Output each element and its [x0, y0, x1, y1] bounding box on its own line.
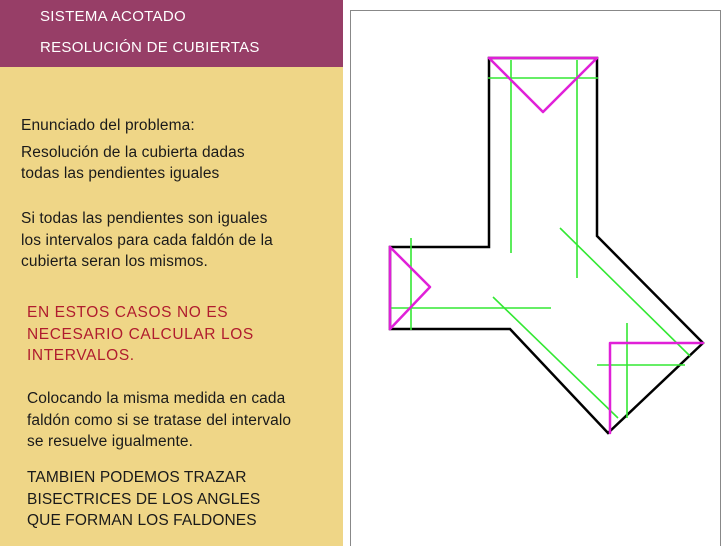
warning-line: NECESARIO CALCULAR LOS: [27, 325, 254, 343]
method-line: se resuelve igualmente.: [27, 433, 194, 450]
hip-lines-left: [390, 247, 430, 329]
construction-line: [493, 297, 618, 418]
bisectors-line: TAMBIEN PODEMOS TRAZAR: [27, 469, 247, 486]
statement-title: Enunciado del problema:: [21, 117, 195, 134]
header-subtitle: RESOLUCIÓN DE CUBIERTAS: [40, 39, 260, 56]
ridge-lines: [390, 58, 703, 433]
intervals-line: los intervalos para cada faldón de la: [21, 231, 273, 249]
statement-line: todas las pendientes iguales: [21, 165, 220, 182]
header-title: SISTEMA ACOTADO: [40, 8, 186, 25]
construction-line: [560, 228, 690, 356]
method-line: Colocando la misma medida en cada: [27, 390, 286, 407]
bisectors-line: BISECTRICES DE LOS ANGLES: [27, 490, 261, 508]
statement-line: Resolución de la cubierta dadas: [21, 143, 245, 161]
intervals-line: Si todas las pendientes son iguales: [21, 210, 268, 227]
construction-lines: [390, 60, 690, 418]
warning-line: EN ESTOS CASOS NO ES: [27, 304, 229, 321]
method-line: faldón como si se tratase del intervalo: [27, 411, 292, 429]
warning-line: INTERVALOS.: [27, 347, 135, 364]
roof-outline: [390, 58, 703, 433]
hip-lines-top: [489, 58, 597, 112]
intervals-line: cubierta seran los mismos.: [21, 253, 208, 270]
bisectors-line: QUE FORMAN LOS FALDONES: [27, 512, 257, 529]
